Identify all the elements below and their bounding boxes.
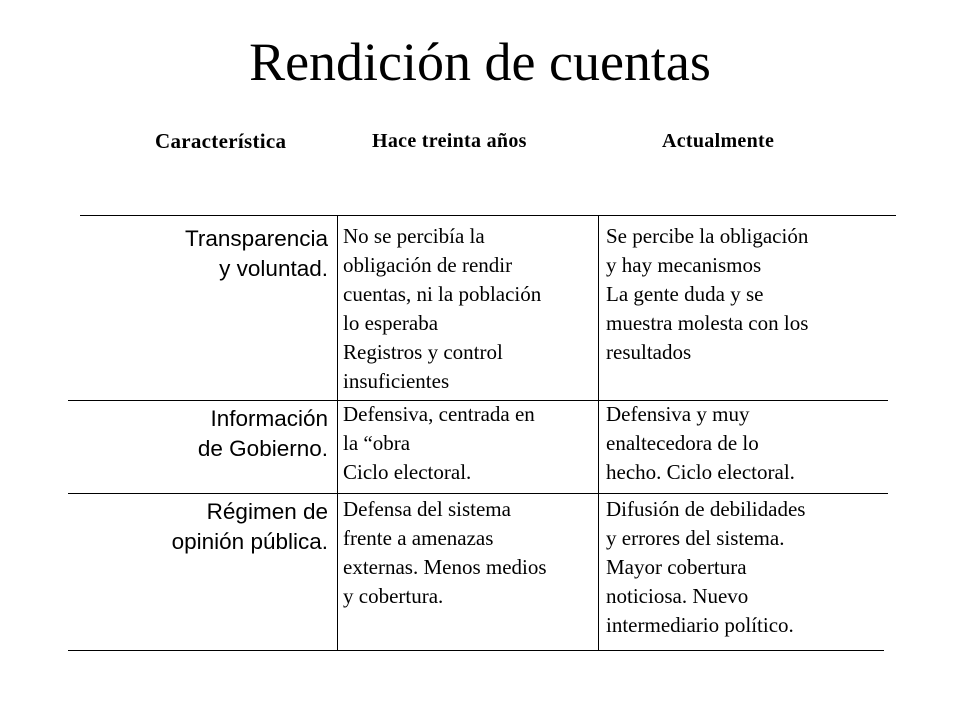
table-col-divider-1 bbox=[337, 215, 338, 650]
row-label-informacion: Información de Gobierno. bbox=[197, 406, 328, 461]
row3-now-cell: Difusión de debilidades y errores del sistema. Mayor cobertura noticiosa. Nuevo intermediario político. bbox=[606, 497, 806, 637]
row-label-transparencia: Transparencia y voluntad. bbox=[185, 226, 328, 281]
row3-past-cell: Defensa del sistema frente a amenazas externas. Menos medios y cobertura. bbox=[343, 497, 547, 608]
header-now: Actualmente bbox=[662, 130, 775, 152]
row1-now-cell: Se percibe la obligación y hay mecanismos La gente duda y se muestra molesta con los resultados bbox=[606, 224, 809, 364]
row2-now-cell: Defensiva y muy enaltecedora de lo hecho. Ciclo electoral. bbox=[606, 402, 795, 484]
header-past: Hace treinta años bbox=[372, 130, 527, 152]
table-rule-top bbox=[80, 215, 896, 216]
row2-past-cell: Defensiva, centrada en la “obra Ciclo electoral. bbox=[343, 402, 535, 484]
table-rule-bottom bbox=[68, 650, 884, 651]
table-rule-row3 bbox=[68, 493, 888, 494]
page-title: Rendición de cuentas bbox=[249, 32, 711, 92]
header-characteristic: Característica bbox=[155, 129, 287, 153]
row1-past-cell: No se percibía la obligación de rendir cuentas, ni la población lo esperaba Registros y control insuficientes bbox=[343, 224, 542, 393]
row-label-regimen: Régimen de opinión pública. bbox=[171, 499, 328, 554]
table-col-divider-2 bbox=[598, 215, 599, 650]
